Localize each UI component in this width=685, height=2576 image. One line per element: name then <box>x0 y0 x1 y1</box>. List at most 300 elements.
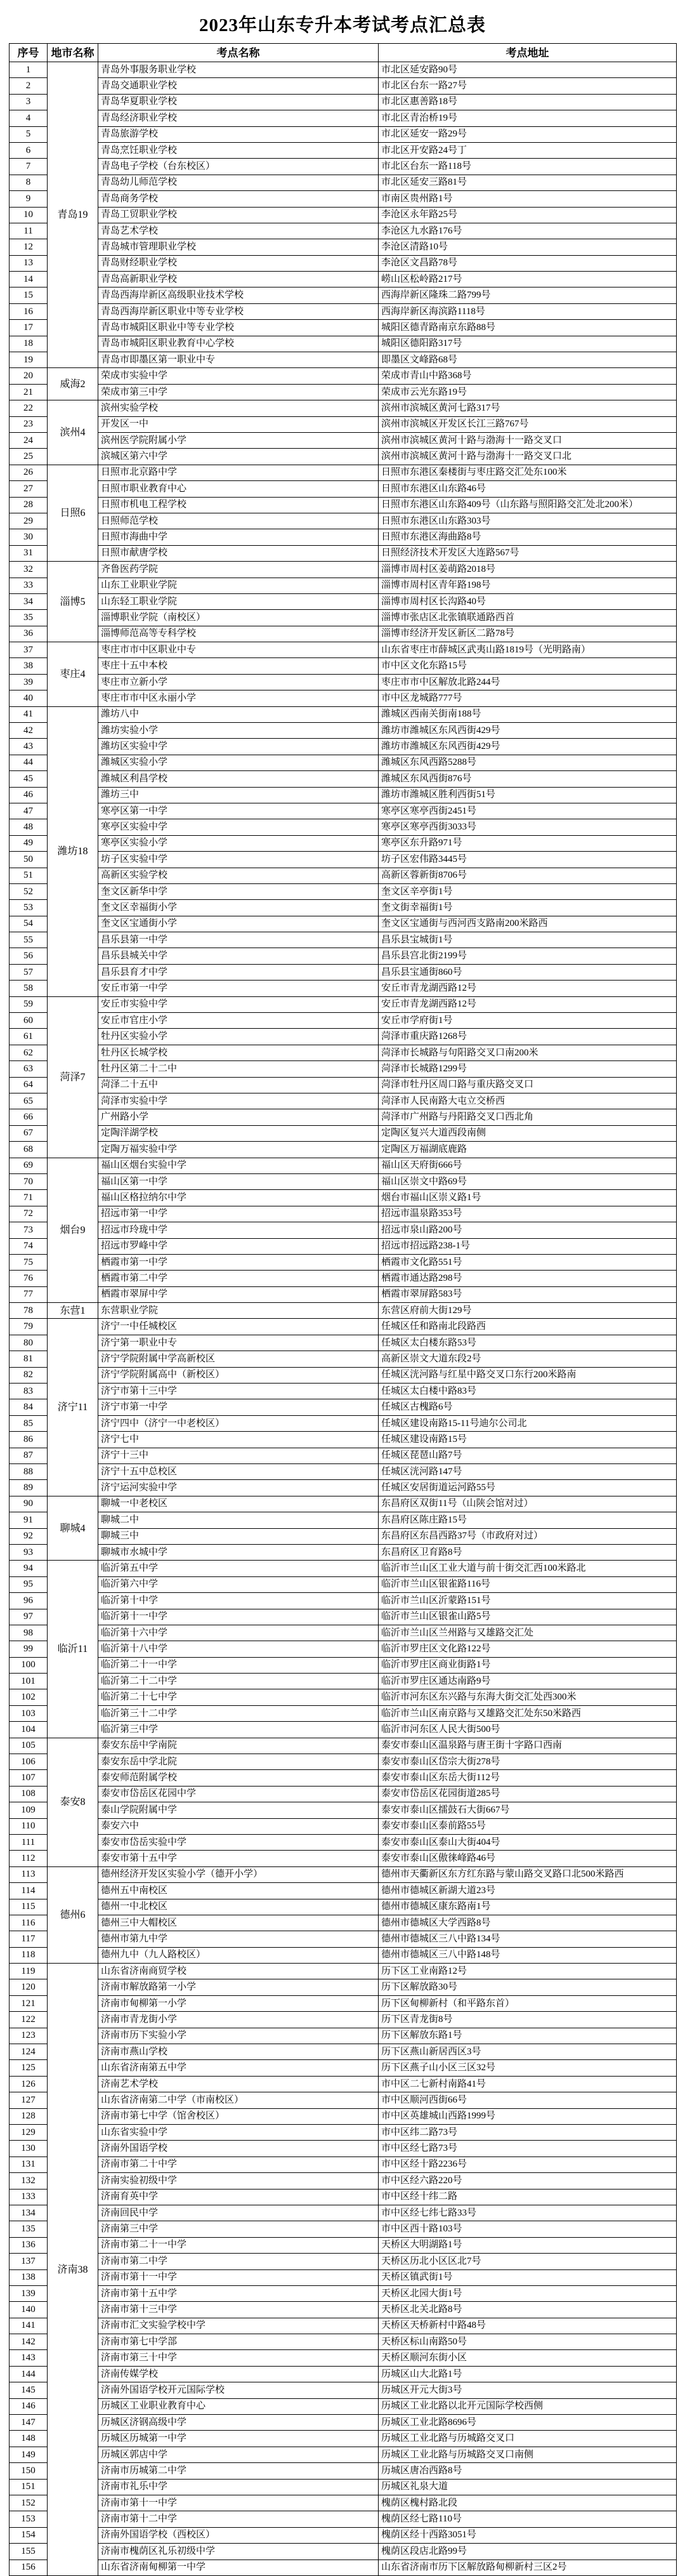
row-index: 27 <box>10 481 48 497</box>
site-name: 安丘市第一中学 <box>98 981 379 996</box>
site-name: 定陶万福实验中学 <box>98 1142 379 1158</box>
table-row <box>10 110 677 126</box>
table-row <box>10 1738 677 1754</box>
site-name: 泰山学院附属中学 <box>98 1802 379 1818</box>
city-name: 枣庄4 <box>48 642 98 707</box>
site-address: 寒亭区东升路971号 <box>379 835 677 851</box>
table-row <box>10 771 677 787</box>
row-index: 147 <box>10 2415 48 2431</box>
site-name: 历城区历城第一中学 <box>98 2431 379 2447</box>
table-row <box>10 562 677 578</box>
row-index: 152 <box>10 2495 48 2511</box>
table-row <box>10 1995 677 2011</box>
table-row <box>10 2495 677 2511</box>
table-row <box>10 916 677 932</box>
site-address: 市中区经十纬二路 <box>379 2189 677 2205</box>
site-address: 历下区解放路30号 <box>379 1979 677 1995</box>
row-index: 130 <box>10 2141 48 2157</box>
site-name: 潍坊八中 <box>98 706 379 722</box>
row-index: 89 <box>10 1480 48 1496</box>
table-row <box>10 400 677 416</box>
row-index: 91 <box>10 1512 48 1528</box>
site-address: 潍城区东风西街876号 <box>379 771 677 787</box>
row-index: 71 <box>10 1190 48 1206</box>
site-address: 昌乐县宫北街2199号 <box>379 948 677 964</box>
row-index: 63 <box>10 1061 48 1077</box>
table-row <box>10 191 677 207</box>
site-name: 滨城区第六中学 <box>98 449 379 465</box>
table-row <box>10 706 677 722</box>
row-index: 45 <box>10 771 48 787</box>
row-index: 6 <box>10 142 48 158</box>
site-address: 寒亭区寒亭西街2451号 <box>379 803 677 819</box>
table-row <box>10 996 677 1012</box>
table-row <box>10 1512 677 1528</box>
row-index: 47 <box>10 803 48 819</box>
city-name: 东营1 <box>48 1303 98 1319</box>
row-index: 41 <box>10 706 48 722</box>
table-row <box>10 578 677 593</box>
site-address: 市北区惠善路18号 <box>379 94 677 110</box>
site-address: 市中区英雄城山西路1999号 <box>379 2108 677 2124</box>
table-row <box>10 239 677 255</box>
table-row <box>10 2221 677 2237</box>
site-address: 菏泽市人民南路大屯立交桥西 <box>379 1093 677 1109</box>
table-row <box>10 320 677 336</box>
table-row <box>10 223 677 239</box>
table-row <box>10 416 677 432</box>
site-address: 淄博市经济开发区新区二路78号 <box>379 626 677 642</box>
city-name: 菏泽7 <box>48 996 98 1158</box>
row-index: 2 <box>10 78 48 94</box>
site-name: 枣庄十五中本校 <box>98 658 379 674</box>
site-address: 日照市东港区山东路303号 <box>379 513 677 529</box>
table-row <box>10 1415 677 1431</box>
row-index: 129 <box>10 2125 48 2141</box>
table-row <box>10 1029 677 1045</box>
site-address: 临沂市河东区人民大街500号 <box>379 1722 677 1738</box>
row-index: 128 <box>10 2108 48 2124</box>
table-row <box>10 368 677 384</box>
row-index: 119 <box>10 1964 48 1979</box>
site-name: 德州经济开发区实验小学（德开小学） <box>98 1866 379 1882</box>
table-row <box>10 1384 677 1399</box>
site-address: 泰安市泰山区温泉路与唐王街十字路口西南 <box>379 1738 677 1754</box>
site-name: 潍城区实验小学 <box>98 755 379 770</box>
site-name: 荣成市第三中学 <box>98 384 379 400</box>
site-address: 市南区贵州路1号 <box>379 191 677 207</box>
site-address: 东昌府区双街11号（山陕会馆对过） <box>379 1496 677 1512</box>
site-address: 槐荫区段店北路99号 <box>379 2544 677 2559</box>
site-address: 天桥区大明湖路1号 <box>379 2237 677 2253</box>
row-index: 142 <box>10 2334 48 2350</box>
site-name: 济南市第十五中学 <box>98 2285 379 2301</box>
site-address: 泰安市泰山区东岳大街112号 <box>379 1770 677 1786</box>
site-address: 临沂市罗庄区通达南路9号 <box>379 1674 677 1689</box>
site-address: 任城区任和路南北段路西 <box>379 1319 677 1335</box>
row-index: 74 <box>10 1238 48 1254</box>
site-name: 牡丹区第二十二中 <box>98 1061 379 1077</box>
row-index: 18 <box>10 336 48 352</box>
table-row <box>10 900 677 916</box>
table-row <box>10 1432 677 1448</box>
row-index: 155 <box>10 2544 48 2559</box>
site-address: 德州市德城区康东路南1号 <box>379 1899 677 1915</box>
site-name: 德州三中大帽校区 <box>98 1915 379 1931</box>
site-address: 市北区台东一路118号 <box>379 159 677 175</box>
row-index: 120 <box>10 1979 48 1995</box>
row-index: 85 <box>10 1415 48 1431</box>
site-name: 临沂第二十一中学 <box>98 1657 379 1673</box>
table-row <box>10 1625 677 1641</box>
table-row <box>10 432 677 448</box>
site-name: 临沂第十六中学 <box>98 1625 379 1641</box>
site-address: 市中区纬二路73号 <box>379 2125 677 2141</box>
site-address: 历下区解放东路1号 <box>379 2028 677 2044</box>
site-address: 市中区文化东路15号 <box>379 658 677 674</box>
row-index: 132 <box>10 2173 48 2189</box>
site-address: 泰安市泰山区傲徕峰路46号 <box>379 1851 677 1866</box>
site-name: 济南外国语学校（西校区） <box>98 2527 379 2543</box>
site-address: 滨州市滨城区开发区长江三路767号 <box>379 416 677 432</box>
row-index: 145 <box>10 2382 48 2398</box>
table-row <box>10 2431 677 2447</box>
site-name: 日照市机电工程学校 <box>98 497 379 513</box>
site-name: 济南外国语学校开元国际学校 <box>98 2382 379 2398</box>
site-address: 潍坊市潍城区东风西街429号 <box>379 739 677 755</box>
row-index: 46 <box>10 787 48 803</box>
site-address: 日照经济技术开发区大连路567号 <box>379 545 677 561</box>
table-row <box>10 1271 677 1286</box>
site-address: 昌乐县宝城街1号 <box>379 932 677 948</box>
city-name: 聊城4 <box>48 1496 98 1561</box>
table-row <box>10 1158 677 1173</box>
site-name: 潍坊实验小学 <box>98 723 379 739</box>
site-address: 东昌府区陈庄路15号 <box>379 1512 677 1528</box>
site-name: 济南市汇文实验学校中学 <box>98 2318 379 2334</box>
table-row <box>10 1463 677 1479</box>
site-address: 东昌府区卫育路8号 <box>379 1544 677 1560</box>
row-index: 52 <box>10 883 48 899</box>
site-name: 安丘市实验中学 <box>98 996 379 1012</box>
site-address: 福山区天府街666号 <box>379 1158 677 1173</box>
row-index: 151 <box>10 2479 48 2495</box>
site-name: 青岛市城阳区职业教育中心学校 <box>98 336 379 352</box>
site-name: 青岛经济职业学校 <box>98 110 379 126</box>
row-index: 105 <box>10 1738 48 1754</box>
site-address: 定陶区万福湖底鹿路 <box>379 1142 677 1158</box>
table-row <box>10 384 677 400</box>
site-address: 市中区经六路220号 <box>379 2173 677 2189</box>
city-name: 青岛19 <box>48 62 98 368</box>
site-address: 历下区青龙街8号 <box>379 2012 677 2028</box>
site-address: 市中区二七新村南路41号 <box>379 2076 677 2092</box>
site-name: 济南市礼乐中学 <box>98 2479 379 2495</box>
row-index: 131 <box>10 2157 48 2172</box>
site-name: 招远市罗峰中学 <box>98 1238 379 1254</box>
row-index: 32 <box>10 562 48 578</box>
site-address: 昌乐县宝通街860号 <box>379 964 677 980</box>
site-address: 潍坊市潍城区东风西街429号 <box>379 723 677 739</box>
table-row <box>10 1979 677 1995</box>
row-index: 37 <box>10 642 48 658</box>
site-name: 德州九中（九人路校区） <box>98 1947 379 1963</box>
site-address: 荣成市青山中路368号 <box>379 368 677 384</box>
site-address: 任城区洸河路与红星中路交叉口东行200米路南 <box>379 1367 677 1383</box>
site-name: 淄博职业学院（南校区） <box>98 610 379 626</box>
row-index: 25 <box>10 449 48 465</box>
site-address: 招远市泉山路200号 <box>379 1222 677 1238</box>
table-row <box>10 1561 677 1576</box>
header-site-address: 考点地址 <box>379 44 677 62</box>
table-row <box>10 1851 677 1866</box>
site-address: 菏泽市广州路与丹阳路交叉口西北角 <box>379 1109 677 1125</box>
site-name: 历城区郭店中学 <box>98 2447 379 2462</box>
site-name: 福山区格拉纳尔中学 <box>98 1190 379 1206</box>
site-name: 青岛交通职业学校 <box>98 78 379 94</box>
site-address: 滨州市滨城区黄河十路与渤海十一路交叉口北 <box>379 449 677 465</box>
site-address: 滨州市滨城区黄河十路与渤海十一路交叉口 <box>379 432 677 448</box>
site-name: 青岛财经职业学校 <box>98 255 379 271</box>
row-index: 54 <box>10 916 48 932</box>
table-row <box>10 964 677 980</box>
row-index: 26 <box>10 465 48 480</box>
table-row <box>10 159 677 175</box>
site-name: 牡丹区长城学校 <box>98 1045 379 1060</box>
table-row <box>10 255 677 271</box>
site-name: 昌乐县城关中学 <box>98 948 379 964</box>
table-row <box>10 948 677 964</box>
table-row <box>10 835 677 851</box>
row-index: 86 <box>10 1432 48 1448</box>
table-row <box>10 2318 677 2334</box>
site-name: 济宁运河实验中学 <box>98 1480 379 1496</box>
site-name: 济宁十三中 <box>98 1448 379 1463</box>
site-name: 济南实验初级中学 <box>98 2173 379 2189</box>
row-index: 96 <box>10 1593 48 1609</box>
row-index: 8 <box>10 175 48 190</box>
site-name: 济南艺术学校 <box>98 2076 379 2092</box>
site-address: 烟台市福山区崇义路1号 <box>379 1190 677 1206</box>
site-address: 东昌府区东昌西路37号（市政府对过） <box>379 1528 677 1544</box>
site-address: 泰安市泰山区岱宗大街278号 <box>379 1754 677 1770</box>
row-index: 24 <box>10 432 48 448</box>
row-index: 84 <box>10 1399 48 1415</box>
table-row <box>10 981 677 996</box>
site-name: 淄博师范高等专科学校 <box>98 626 379 642</box>
site-name: 济宁学院附属高中（新校区） <box>98 1367 379 1383</box>
site-address: 日照市东港区海曲路8号 <box>379 529 677 545</box>
table-row <box>10 1319 677 1335</box>
table-row <box>10 175 677 190</box>
site-address: 历城区工业北路8696号 <box>379 2415 677 2431</box>
city-name: 潍坊18 <box>48 706 98 996</box>
row-index: 90 <box>10 1496 48 1512</box>
site-name: 东营职业学院 <box>98 1303 379 1319</box>
row-index: 64 <box>10 1077 48 1093</box>
site-name: 济南育英中学 <box>98 2189 379 2205</box>
site-address: 任城区琵琶山路7号 <box>379 1448 677 1463</box>
site-name: 临沂第二十二中学 <box>98 1674 379 1689</box>
site-address: 日照市东港区山东路409号（山东路与照阳路交汇处北200米） <box>379 497 677 513</box>
row-index: 107 <box>10 1770 48 1786</box>
table-row <box>10 1593 677 1609</box>
site-address: 槐荫区经十西路3051号 <box>379 2527 677 2543</box>
site-address: 栖霞市通达路298号 <box>379 1271 677 1286</box>
site-name: 济南市第十一中学 <box>98 2495 379 2511</box>
site-name: 临沂第六中学 <box>98 1576 379 1592</box>
site-name: 济南市第三十中学 <box>98 2350 379 2366</box>
site-address: 临沂市兰山区沂蒙路151号 <box>379 1593 677 1609</box>
row-index: 108 <box>10 1786 48 1802</box>
table-row <box>10 78 677 94</box>
table-row <box>10 449 677 465</box>
site-name: 青岛西海岸新区职业中等专业学校 <box>98 303 379 319</box>
row-index: 43 <box>10 739 48 755</box>
row-index: 99 <box>10 1641 48 1657</box>
city-name: 临沂11 <box>48 1561 98 1738</box>
site-address: 泰安市泰山区泰前路55号 <box>379 1818 677 1834</box>
row-index: 81 <box>10 1351 48 1367</box>
row-index: 115 <box>10 1899 48 1915</box>
site-address: 市中区西十路103号 <box>379 2221 677 2237</box>
site-address: 临沂市罗庄区商业街路1号 <box>379 1657 677 1673</box>
site-address: 山东省枣庄市薛城区武夷山路1819号（光明路南） <box>379 642 677 658</box>
row-index: 135 <box>10 2221 48 2237</box>
table-row <box>10 2076 677 2092</box>
site-name: 奎文区宝通街小学 <box>98 916 379 932</box>
row-index: 143 <box>10 2350 48 2366</box>
site-name: 济南市青龙街小学 <box>98 2012 379 2028</box>
site-address: 历城区工业北路与历城路交叉口 <box>379 2431 677 2447</box>
site-address: 泰安市泰山区擂鼓石大街667号 <box>379 1802 677 1818</box>
site-name: 山东轻工职业学院 <box>98 593 379 609</box>
row-index: 138 <box>10 2269 48 2285</box>
table-row <box>10 2060 677 2076</box>
site-name: 青岛旅游学校 <box>98 126 379 142</box>
site-name: 济南市第二十中学 <box>98 2157 379 2172</box>
site-address: 淄博市周村区姜萌路2018号 <box>379 562 677 578</box>
row-index: 94 <box>10 1561 48 1576</box>
city-name: 济宁11 <box>48 1319 98 1496</box>
page-title: 2023年山东专升本考试考点汇总表 <box>199 15 486 36</box>
site-name: 临沂第五中学 <box>98 1561 379 1576</box>
table-row <box>10 2189 677 2205</box>
site-name: 济南市燕山学校 <box>98 2044 379 2060</box>
site-name: 奎文区新华中学 <box>98 883 379 899</box>
site-address: 市中区经七纬七路33号 <box>379 2205 677 2221</box>
row-index: 69 <box>10 1158 48 1173</box>
table-row <box>10 2173 677 2189</box>
table-row <box>10 1883 677 1899</box>
table-row <box>10 1061 677 1077</box>
table-row <box>10 1367 677 1383</box>
row-index: 56 <box>10 948 48 964</box>
table-row <box>10 1947 677 1963</box>
site-name: 济南市第七中学（馆舍校区） <box>98 2108 379 2124</box>
site-address: 李沧区文昌路78号 <box>379 255 677 271</box>
table-row <box>10 1754 677 1770</box>
site-address: 德州市德城区新湖大道23号 <box>379 1883 677 1899</box>
site-name: 寒亭区实验小学 <box>98 835 379 851</box>
row-index: 144 <box>10 2366 48 2382</box>
row-index: 93 <box>10 1544 48 1560</box>
table-row <box>10 1238 677 1254</box>
row-index: 23 <box>10 416 48 432</box>
row-index: 13 <box>10 255 48 271</box>
row-index: 35 <box>10 610 48 626</box>
table-row <box>10 642 677 658</box>
table-row <box>10 1689 677 1705</box>
site-address: 菏泽市长城路1299号 <box>379 1061 677 1077</box>
site-address: 潍城区西南关街南188号 <box>379 706 677 722</box>
site-name: 德州五中南校区 <box>98 1883 379 1899</box>
table-row <box>10 1013 677 1029</box>
site-address: 城阳区德阳路317号 <box>379 336 677 352</box>
table-row <box>10 2398 677 2414</box>
site-name: 奎文区幸福街小学 <box>98 900 379 916</box>
header-index: 序号 <box>10 44 48 62</box>
table-row <box>10 1931 677 1947</box>
site-name: 山东省实验中学 <box>98 2125 379 2141</box>
site-name: 泰安东岳中学南院 <box>98 1738 379 1754</box>
site-address: 李沧区永年路25号 <box>379 207 677 223</box>
site-name: 枣庄市市中区永丽小学 <box>98 690 379 706</box>
site-address: 历城区工业北路以北开元国际学校西侧 <box>379 2398 677 2414</box>
site-name: 寒亭区第一中学 <box>98 803 379 819</box>
table-row <box>10 2382 677 2398</box>
site-address: 李沧区九水路176号 <box>379 223 677 239</box>
row-index: 33 <box>10 578 48 593</box>
row-index: 95 <box>10 1576 48 1592</box>
site-address: 天桥区标山南路50号 <box>379 2334 677 2350</box>
site-name: 日照师范学校 <box>98 513 379 529</box>
site-name: 枣庄市市中区职业中专 <box>98 642 379 658</box>
site-address: 东营区府前大街129号 <box>379 1303 677 1319</box>
city-name: 淄博5 <box>48 562 98 642</box>
site-address: 天桥区北园大街1号 <box>379 2285 677 2301</box>
site-name: 日照市北京路中学 <box>98 465 379 480</box>
row-index: 68 <box>10 1142 48 1158</box>
site-address: 西海岸新区海滨路1118号 <box>379 303 677 319</box>
row-index: 106 <box>10 1754 48 1770</box>
table-row <box>10 1528 677 1544</box>
table-row <box>10 2463 677 2479</box>
site-name: 泰安六中 <box>98 1818 379 1834</box>
site-name: 青岛市即墨区第一职业中专 <box>98 352 379 368</box>
site-name: 牡丹区实验小学 <box>98 1029 379 1045</box>
site-address: 历下区燕子山小区三区32号 <box>379 2060 677 2076</box>
site-name: 青岛幼儿师范学校 <box>98 175 379 190</box>
row-index: 14 <box>10 272 48 287</box>
row-index: 100 <box>10 1657 48 1673</box>
site-address: 德州市德城区大学西路8号 <box>379 1915 677 1931</box>
row-index: 22 <box>10 400 48 416</box>
site-address: 滨州市滨城区黄河七路317号 <box>379 400 677 416</box>
row-index: 72 <box>10 1206 48 1222</box>
table-row <box>10 336 677 352</box>
site-name: 济宁第一职业中专 <box>98 1335 379 1351</box>
table-row <box>10 497 677 513</box>
site-name: 山东工业职业学院 <box>98 578 379 593</box>
row-index: 42 <box>10 723 48 739</box>
header-city: 地市名称 <box>48 44 98 62</box>
row-index: 70 <box>10 1173 48 1189</box>
site-name: 历城区工业职业教育中心 <box>98 2398 379 2414</box>
table-row <box>10 1834 677 1850</box>
table-row <box>10 1448 677 1463</box>
site-address: 城阳区德青路南京东路88号 <box>379 320 677 336</box>
